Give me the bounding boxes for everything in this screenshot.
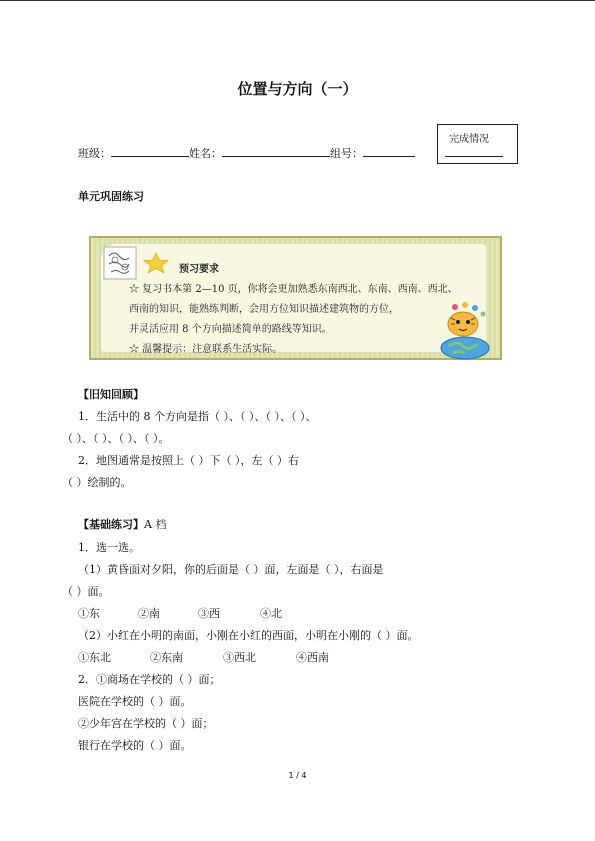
option-4[interactable]: ④北 (260, 607, 282, 620)
preview-banner (89, 236, 502, 360)
preview-line-1: ☆ 复习书本第 2—10 页，你将会更加熟悉东南西北、东南、西南、西北、 (129, 284, 458, 295)
name-label: 姓名： (189, 147, 222, 160)
basic-q2-line3: ②少年宫在学校的（ ）面； (78, 717, 214, 730)
preview-heading: 预习要求 (179, 264, 219, 275)
review-q2-line2: （ ）绘制的。 (62, 476, 132, 489)
option-1[interactable]: ①东北 (78, 651, 111, 664)
basic-q2-line2: 医院在学校的（ ）面。 (78, 695, 192, 708)
preview-banner-panel (101, 244, 486, 355)
unit-practice-heading: 单元巩固练习 (78, 190, 144, 203)
basic-q2-line4: 银行在学校的（ ）面。 (78, 739, 192, 752)
basic-q1-1-line2: （ ）面。 (62, 585, 110, 598)
class-label: 班级： (78, 147, 111, 160)
basic-q1-2: （2）小红在小明的南面，小刚在小红的西面，小明在小刚的（ ）面。 (78, 629, 419, 642)
preview-line-3: 并灵活应用 8 个方向描述简单的路线等知识。 (129, 324, 332, 335)
completion-status-label: 完成情况 (449, 134, 489, 145)
class-field[interactable] (111, 144, 189, 157)
group-field[interactable] (363, 144, 415, 157)
option-2[interactable]: ②南 (138, 607, 160, 620)
review-q2-line1: 2．地图通常是按照上（ ）下（ ），左（ ）右 (78, 454, 299, 467)
option-2[interactable]: ②东南 (150, 651, 183, 664)
preview-line-2: 西南的知识，能熟练判断，会用方位知识描述建筑物的方位， (129, 304, 399, 315)
basic-heading: 【基础练习】 (78, 518, 144, 531)
group-label: 组号： (330, 147, 363, 160)
option-3[interactable]: ③西北 (223, 651, 256, 664)
option-3[interactable]: ③西 (198, 607, 220, 620)
star-icon (141, 252, 171, 274)
student-info-line (78, 144, 415, 161)
completion-status-field[interactable] (445, 156, 503, 157)
completion-status-box (437, 124, 518, 164)
doodle-icon (103, 246, 137, 280)
basic-q1-2-options (78, 649, 329, 665)
tiger-globe-icon (439, 302, 491, 360)
basic-q1-1-options (78, 605, 282, 621)
basic-heading-line (78, 516, 166, 532)
option-1[interactable]: ①东 (78, 607, 100, 620)
preview-line-4: ☆ 温馨提示：注意联系生活实际。 (129, 344, 283, 355)
basic-q1-1-line1: （1）黄昏面对夕阳，你的后面是（ ）面，左面是（ ），右面是 (78, 563, 384, 576)
basic-q2-line1: 2．①商场在学校的（ ）面； (78, 673, 221, 686)
review-q1-line2: （ ）、（ ）、（ ）、（ ）。 (62, 432, 170, 445)
basic-level: A 档 (144, 518, 167, 531)
review-q1-line1: 1．生活中的 8 个方向是指（ ）、（ ）、（ ）、（ ）、 (78, 410, 317, 423)
basic-q1-title: 1．选一选。 (78, 541, 140, 554)
top-rule (0, 0, 595, 1)
name-field[interactable] (222, 144, 330, 157)
option-4[interactable]: ④西南 (296, 651, 329, 664)
page-title: 位置与方向（一） (237, 80, 358, 98)
page-number: 1 / 4 (288, 771, 307, 780)
review-heading: 【旧知回顾】 (78, 388, 144, 401)
